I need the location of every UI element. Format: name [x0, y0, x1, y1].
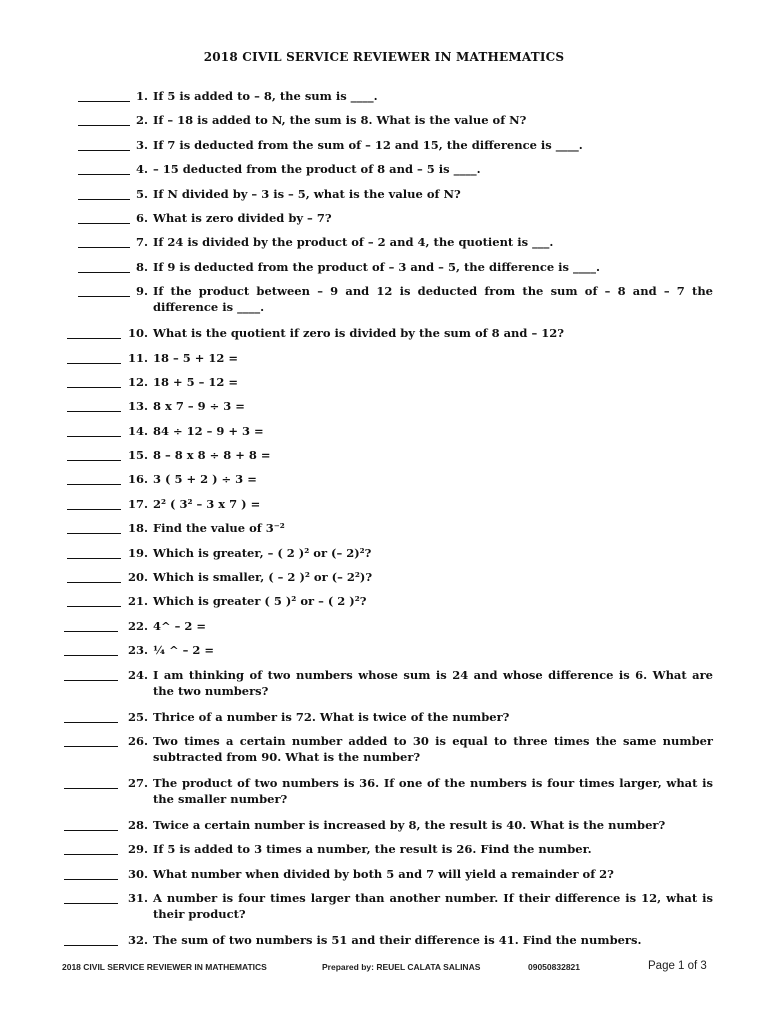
answer-blank[interactable] [64, 746, 118, 747]
question-text: If 24 is divided by the product of – 2 and 4, the quotient is ___. [153, 235, 554, 250]
question-number: 22. [127, 618, 148, 633]
question-item [0, 593, 768, 617]
question-text: Which is smaller, ( – 2 )² or (– 2²)? [153, 570, 373, 585]
question-number: 12. [127, 374, 148, 389]
question-item [0, 932, 768, 956]
question-number: 5. [135, 186, 148, 201]
question-item [0, 398, 768, 422]
question-number: 20. [127, 570, 148, 585]
question-text: If – 18 is added to N, the sum is 8. What is the value of N? [153, 113, 527, 128]
question-number: 2. [135, 113, 148, 128]
page-footer [0, 960, 768, 976]
question-number: 6. [135, 210, 148, 225]
answer-blank[interactable] [64, 788, 118, 789]
answer-blank[interactable] [64, 830, 118, 831]
question-item [0, 186, 768, 210]
question-item [0, 161, 768, 185]
question-text: 84 ÷ 12 – 9 + 3 = [153, 423, 264, 438]
question-item [0, 350, 768, 374]
answer-blank[interactable] [64, 655, 118, 656]
footer-phone: 09050832821 [528, 962, 581, 972]
answer-blank[interactable] [64, 945, 118, 946]
question-text: 18 – 5 + 12 = [153, 350, 239, 365]
question-number: 30. [127, 866, 148, 881]
question-text: 18 + 5 – 12 = [153, 374, 239, 389]
question-number: 7. [135, 235, 148, 250]
question-text: If 5 is added to – 8, the sum is ____. [153, 89, 378, 103]
question-number: 29. [127, 842, 148, 857]
question-text: Which is greater, – ( 2 )² or (– 2)²? [153, 545, 372, 560]
question-text: Thrice of a number is 72. What is twice of the number? [153, 709, 510, 724]
question-item [0, 618, 768, 642]
question-item [0, 259, 768, 283]
answer-blank[interactable] [64, 879, 118, 880]
question-text: ¼ ^ – 2 = [153, 643, 215, 658]
question-text: 8 – 8 x 8 ÷ 8 + 8 = [153, 448, 271, 463]
question-number: 13. [127, 399, 148, 414]
page-title: 2018 CIVIL SERVICE REVIEWER IN MATHEMATICS [203, 50, 565, 64]
question-number: 15. [127, 448, 148, 463]
question-number: 25. [127, 709, 148, 724]
question-number: 26. [127, 733, 148, 748]
question-item [0, 325, 768, 349]
question-item [0, 775, 768, 817]
question-item [0, 137, 768, 161]
question-number: 28. [127, 817, 148, 832]
question-item [0, 709, 768, 733]
question-text: Two times a certain number added to 30 is equal to three times the same number subtracted from 90. What is the number? [153, 733, 713, 764]
question-number: 9. [135, 284, 148, 299]
footer-page-number: Page 1 of 3 [648, 960, 707, 972]
question-text: What is the quotient if zero is divided by the sum of 8 and – 12? [153, 326, 564, 341]
question-item [0, 545, 768, 569]
question-number: 24. [127, 667, 148, 682]
question-item [0, 817, 768, 841]
question-item [0, 471, 768, 495]
question-number: 31. [127, 891, 148, 906]
question-item [0, 423, 768, 447]
answer-blank[interactable] [64, 854, 118, 855]
question-text: Find the value of 3⁻² [153, 521, 285, 536]
question-number: 4. [135, 162, 148, 177]
question-number: 8. [135, 259, 148, 274]
question-number: 3. [135, 137, 148, 152]
question-text: If 7 is deducted from the sum of – 12 and 15, the difference is ____. [153, 137, 583, 152]
question-number: 19. [127, 545, 148, 560]
question-number: 21. [127, 594, 148, 609]
question-text: If 5 is added to 3 times a number, the result is 26. Find the number. [153, 842, 592, 857]
question-number: 18. [127, 521, 148, 536]
question-item [0, 667, 768, 709]
question-item [0, 112, 768, 136]
question-list [0, 88, 768, 957]
question-text: The product of two numbers is 36. If one of the numbers is four times larger, what is the smaller number? [153, 775, 713, 806]
question-text: I am thinking of two numbers whose sum is 24 and whose difference is 6. What are the two numbers? [153, 667, 713, 698]
answer-blank[interactable] [64, 903, 118, 904]
question-item [0, 733, 768, 775]
question-item [0, 866, 768, 890]
question-text: 4^ – 2 = [153, 618, 207, 633]
footer-title: 2018 CIVIL SERVICE REVIEWER IN MATHEMATICS [62, 962, 267, 972]
question-number: 32. [127, 933, 148, 948]
question-number: 17. [127, 496, 148, 511]
answer-blank[interactable] [64, 722, 118, 723]
question-text: If the product between – 9 and 12 is deducted from the sum of – 8 and – 7 the difference is ____. [153, 284, 713, 315]
question-item [0, 496, 768, 520]
question-number: 14. [127, 423, 148, 438]
question-text: If 9 is deducted from the product of – 3 and – 5, the difference is ____. [153, 259, 601, 274]
question-text: – 15 deducted from the product of 8 and – 5 is ____. [153, 162, 481, 177]
answer-blank[interactable] [64, 631, 118, 632]
question-text: 2² ( 3² – 3 x 7 ) = [153, 496, 261, 511]
question-text: A number is four times larger than another number. If their difference is 12, what is their product? [153, 891, 713, 922]
question-item [0, 890, 768, 932]
question-item [0, 210, 768, 234]
question-text: The sum of two numbers is 51 and their difference is 41. Find the numbers. [153, 933, 642, 948]
question-text: If N divided by – 3 is – 5, what is the value of N? [153, 186, 461, 201]
question-text: What is zero divided by – 7? [153, 210, 332, 225]
question-number: 27. [127, 775, 148, 790]
question-item [0, 642, 768, 666]
question-item [0, 447, 768, 471]
question-item [0, 520, 768, 544]
question-text: Which is greater ( 5 )² or – ( 2 )²? [153, 594, 367, 609]
question-item [0, 374, 768, 398]
question-text: 8 x 7 – 9 ÷ 3 = [153, 399, 245, 414]
question-item [0, 234, 768, 258]
question-number: 23. [127, 643, 148, 658]
question-item [0, 88, 768, 112]
question-item [0, 283, 768, 325]
question-text: What number when divided by both 5 and 7 will yield a remainder of 2? [153, 866, 614, 881]
question-text: 3 ( 5 + 2 ) ÷ 3 = [153, 472, 257, 487]
footer-author: Prepared by: REUEL CALATA SALINAS [322, 962, 481, 972]
answer-blank[interactable] [64, 680, 118, 681]
question-text: Twice a certain number is increased by 8, the result is 40. What is the number? [153, 817, 666, 832]
question-number: 10. [127, 326, 148, 341]
question-number: 1. [135, 89, 148, 103]
question-item [0, 841, 768, 865]
question-item [0, 569, 768, 593]
question-number: 16. [127, 472, 148, 487]
question-number: 11. [127, 350, 148, 365]
